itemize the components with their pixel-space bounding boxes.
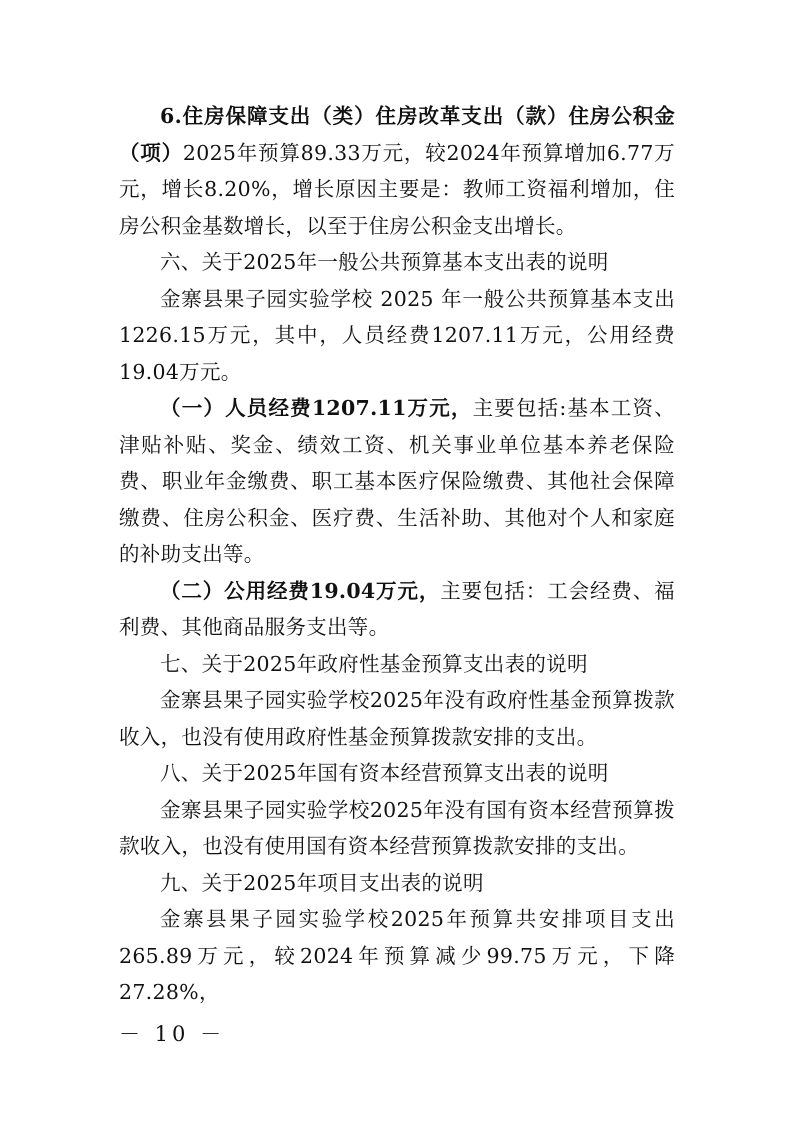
paragraph-text: 金寨县果子园实验学校2025年预算共安排项目支出265.89万元，较2024年预算减少99.75万元，下降27.28%， bbox=[119, 907, 675, 1004]
paragraph-text: 八、关于2025年国有资本经营预算支出表的说明 bbox=[160, 761, 609, 785]
section-heading-8 bbox=[119, 755, 675, 792]
paragraph-housing-fund bbox=[119, 98, 675, 244]
section-heading-6 bbox=[119, 244, 675, 281]
page-number: － 10 － bbox=[119, 1022, 226, 1046]
paragraph-lead: （二）公用经费19.04万元， bbox=[160, 578, 441, 603]
paragraph-text: 六、关于2025年一般公共预算基本支出表的说明 bbox=[160, 250, 609, 274]
paragraph-lead: （一）人员经费1207.11万元， bbox=[160, 396, 473, 420]
section-heading-9 bbox=[119, 865, 675, 902]
paragraph-text: 2025年预算89.33万元，较2024年预算增加6.77万元，增长8.20%，增长原因主要是：教师工资福利增加，住房公积金基数增长，以至于住房公积金支出增长。 bbox=[119, 140, 675, 238]
paragraph-personnel-expense bbox=[119, 390, 675, 573]
paragraph-lead: 6.住房保障支出（类）住房改革支出（款）住房公积金（项） bbox=[119, 104, 675, 165]
paragraph-text: 七、关于2025年政府性基金预算支出表的说明 bbox=[160, 651, 588, 676]
paragraph-text: 九、关于2025年项目支出表的说明 bbox=[160, 870, 484, 895]
paragraph-text: 金寨县果子园实验学校 2025 年一般公共预算基本支出1226.15万元，其中，人员经费1207.11万元，公用经费19.04万元。 bbox=[119, 286, 675, 384]
paragraph-project-expenditure bbox=[119, 901, 675, 1011]
paragraph-state-capital bbox=[119, 792, 675, 865]
paragraph-text: 主要包括:基本工资、津贴补贴、奖金、绩效工资、机关事业单位基本养老保险费、职业年金缴费、职工基本医疗保险缴费、其他社会保障缴费、住房公积金、医疗费、生活补助、其他对个人和家庭的补助支出等。 bbox=[119, 396, 675, 566]
document-body bbox=[119, 98, 675, 1011]
paragraph-text: 金寨县果子园实验学校2025年没有政府性基金预算拨款收入，也没有使用政府性基金预算拨款安排的支出。 bbox=[119, 688, 675, 749]
paragraph-text: 主要包括：工会经费、福利费、其他商品服务支出等。 bbox=[119, 578, 675, 639]
paragraph-basic-expenditure bbox=[119, 281, 675, 391]
paragraph-government-fund bbox=[119, 682, 675, 755]
section-heading-7 bbox=[119, 646, 675, 683]
paragraph-text: 金寨县果子园实验学校2025年没有国有资本经营预算拨款收入，也没有使用国有资本经营预算拨款安排的支出。 bbox=[119, 797, 675, 858]
paragraph-public-expense bbox=[119, 573, 675, 646]
